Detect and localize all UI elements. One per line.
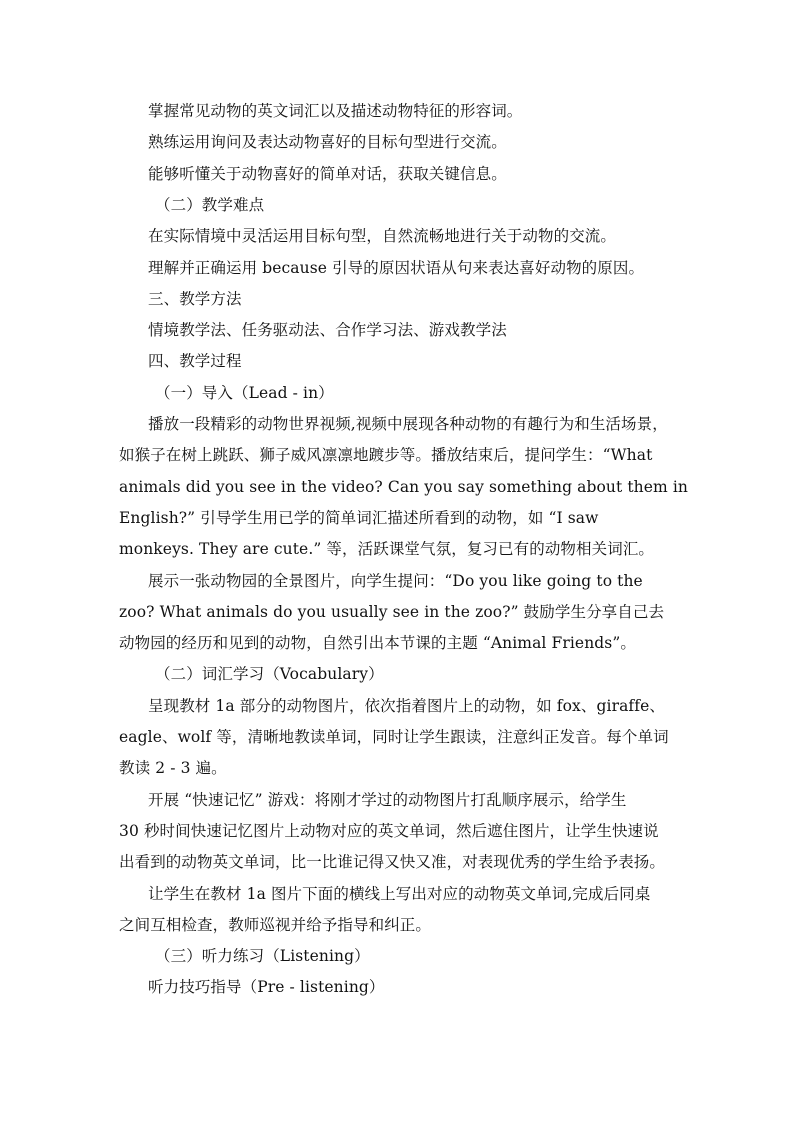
text-line: 30 秒时间快速记忆图片上动物对应的英文单词，然后遮住图片，让学生快速说 (119, 821, 659, 840)
text-line: 呈现教材 1a 部分的动物图片，依次指着图片上的动物，如 fox、giraffe、 (148, 696, 665, 715)
text-line: 掌握常见动物的英文词汇以及描述动物特征的形容词。 (148, 102, 523, 120)
text-line: （二）教学难点 (155, 195, 265, 214)
text-line: 三、教学方法 (148, 289, 242, 308)
text-line: 教读 2 - 3 遍。 (119, 759, 227, 778)
text-line: eagle、wolf 等，清晰地教读单词，同时让学生跟读，注意纠正发音。每个单词 (119, 728, 669, 746)
text-line: 四、教学过程 (148, 352, 242, 371)
text-line: 之间互相检查，教师巡视并给予指导和纠正。 (119, 915, 432, 934)
text-line: （三）听力练习（Listening） (155, 947, 370, 966)
text-line: 理解并正确运用 because 引导的原因状语从句来表达喜好动物的原因。 (148, 258, 645, 277)
text-line: 播放一段精彩的动物世界视频,视频中展现各种动物的有趣行为和生活场景， (148, 415, 668, 433)
text-line: 如猴子在树上跳跃、狮子威风凛凛地踱步等。播放结束后，提问学生：“What (119, 446, 653, 465)
text-line: 熟练运用询问及表达动物喜好的目标句型进行交流。 (148, 133, 507, 152)
text-line: 情境教学法、任务驱动法、合作学习法、游戏教学法 (148, 321, 507, 340)
text-line: animals did you see in the video? Can you say something about them in (119, 477, 688, 496)
text-line: 在实际情境中灵活运用目标句型，自然流畅地进行关于动物的交流。 (148, 227, 617, 246)
text-line: 出看到的动物英文单词，比一比谁记得又快又准，对表现优秀的学生给予表扬。 (119, 853, 666, 872)
text-line: English?” 引导学生用已学的简单词汇描述所看到的动物，如 “I saw (119, 508, 599, 527)
text-line: 动物园的经历和见到的动物，自然引出本节课的主题 “Animal Friends”。 (119, 634, 636, 653)
text-line: 能够听懂关于动物喜好的简单对话，获取关键信息。 (148, 164, 507, 183)
text-line: （二）词汇学习（Vocabulary） (155, 665, 384, 684)
text-line: monkeys. They are cute.” 等，活跃课堂气氛，复习已有的动物相关词汇。 (119, 540, 655, 559)
text-line: 展示一张动物园的全景图片，向学生提问：“Do you like going to the (148, 571, 643, 590)
text-line: 开展 “快速记忆” 游戏：将刚才学过的动物图片打乱顺序展示，给学生 (148, 790, 627, 809)
text-line: 听力技巧指导（Pre - listening） (148, 978, 385, 997)
text-line: （一）导入（Lead - in） (155, 383, 334, 402)
text-line: 让学生在教材 1a 图片下面的横线上写出对应的动物英文单词,完成后同桌 (148, 884, 651, 903)
text-line: zoo? What animals do you usually see in the zoo?” 鼓励学生分享自己去 (119, 602, 665, 621)
